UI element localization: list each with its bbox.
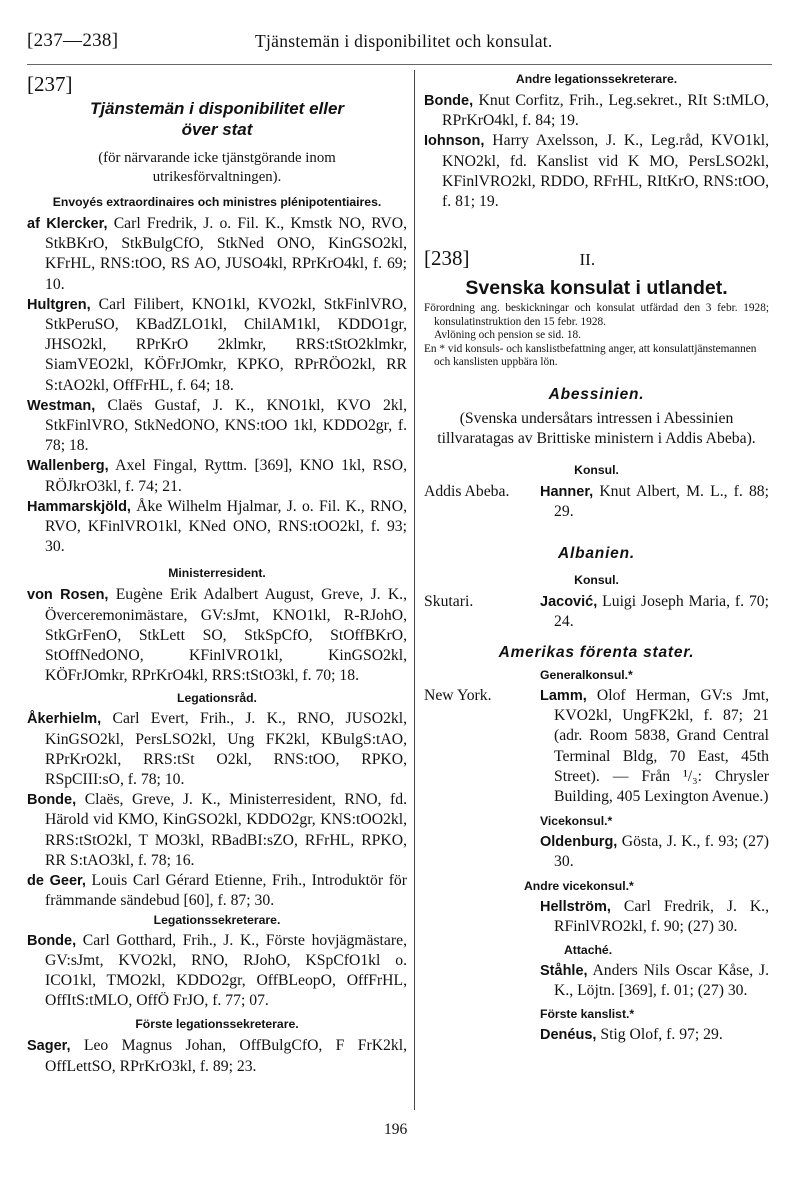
forste-kanslist-heading: Förste kanslist.* bbox=[540, 1007, 635, 1022]
ministerresident-heading: Ministerresident. bbox=[168, 566, 266, 581]
generalkonsul-heading: Generalkonsul.* bbox=[540, 667, 633, 682]
list-item: Oldenburg, Gösta, J. K., f. 93; (27) 30. bbox=[540, 833, 769, 871]
list-item: Sager, Leo Magnus Johan, OffBulgCfO, F FrK2kl, OffLettSO, RPrKrO3kl, f. 89; 23. bbox=[27, 1037, 407, 1075]
section-note: (för närvarande icke tjänstgörande inom utrikesförvaltningen). bbox=[98, 150, 336, 185]
andre-vicekonsul-heading: Andre vicekonsul.* bbox=[524, 878, 634, 893]
list-item: Bonde, Knut Corfitz, Frih., Leg.sekret., RIt S:tMLO, RPrKrO4kl, f. 84; 19. bbox=[424, 92, 769, 130]
header-title: Tjänstemän i disponibilitet och konsulat. bbox=[255, 31, 553, 51]
city-name: Addis Abeba. bbox=[424, 483, 510, 501]
list-item: Ståhle, Anders Nils Oscar Kåse, J. K., Löjtn. [369], f. 01; (27) 30. bbox=[540, 961, 769, 1000]
list-item: af Klercker, Carl Fredrik, J. o. Fil. K., Kmstk NO, RVO, StkBKrO, StkBulgCfO, StkNed ONO, KinGSO2kl, KFrHL, RNS:tOO, RS AO, JUSO4kl, RPrKrO4kl, f. 69; 10. bbox=[27, 215, 407, 293]
country-abessinien: Abessinien. bbox=[548, 385, 645, 403]
list-item: Bonde, Claës, Greve, J. K., Ministerresident, RNO, fd. Härold vid KMO, KinGSO2kl, KDDO2gr, KNS:tOO2kl, RRS:tStO2kl, T MO3kl, RBadBI:sZO, RFrHL, RPKO, RR S:tAO3kl, f. 78; 16. bbox=[27, 791, 407, 869]
section-title-line2: över stat bbox=[181, 120, 253, 139]
list-item: de Geer, Louis Carl Gérard Etienne, Frih., Introduktör för främmande sändebud [60], f. 87; 30. bbox=[27, 872, 407, 910]
andre-legsek-heading: Andre legationssekreterare. bbox=[515, 72, 678, 86]
city-name: Skutari. bbox=[424, 592, 474, 610]
section-238-note-3: En * vid konsuls- och kanslistbefattning anger, att konsulattjänstemannen och kanslisten uppbära lön. bbox=[424, 342, 757, 369]
table-row bbox=[424, 592, 769, 632]
list-item: von Rosen, Eugène Erik Adalbert August, Greve, J. K., Överceremonimästare, GV:sJmt, KNO1kl, R-RJohO, StkGrFenO, StkLett SO, StkSpCfO, StOffBKrO, StOffNedONO, KFinlVRO1kl, KinGSO2kl, KÖFrJOmkr, RPrKrO4kl, RRS:tStO3kl, f. 70; 18. bbox=[27, 586, 407, 685]
section-number-238: [238] bbox=[424, 246, 470, 271]
table-row bbox=[424, 482, 769, 522]
section-number-237: [237] bbox=[27, 72, 73, 96]
list-item: Bonde, Carl Gotthard, Frih., J. K., Förste hovjägmästare, GV:sJmt, KVO2kl, RNO, RJohO, KSpCfO1kl o. ICO1kl, TMO2kl, KDDO2gr, OffBLeopO, OffFrHL, OffItS:tMLO, OffÖ FrJO, f. 77; 07. bbox=[27, 931, 407, 1010]
list-item: Lamm, Olof Herman, GV:s Jmt, KVO2kl, UngFK2kl, f. 87; 21 (adr. Room 5838, Grand Central Terminal Bldg, 70 East, 45th Street). — Från ¹/₃: Chrysler Building, 405 Lexington Avenue.) bbox=[540, 686, 769, 805]
table-row bbox=[424, 686, 769, 807]
section-238-title: Svenska konsulat i utlandet. bbox=[465, 277, 728, 300]
right-column bbox=[424, 70, 769, 1046]
city-name: New York. bbox=[424, 686, 492, 704]
legationsrad-heading: Legationsråd. bbox=[177, 691, 257, 706]
list-item: Hellström, Carl Fredrik, J. K., RFinlVRO2kl, f. 90; (27) 30. bbox=[540, 897, 769, 935]
page-number: 196 bbox=[384, 1121, 408, 1138]
vicekonsul-heading: Vicekonsul.* bbox=[540, 814, 613, 829]
header-range: [237—238] bbox=[27, 30, 119, 51]
envoyes-heading: Envoyés extraordinaires och ministres plénipotentiaires. bbox=[52, 195, 382, 209]
list-item: Hultgren, Carl Filibert, KNO1kl, KVO2kl, StkFinlVRO, StkPeruSO, KBadZLO1kl, ChilAM1kl, KDDO1gr, JHSO2kl, RPrKrO 2klmkr, RRS:tStO2klmkr, SiamVEO2kl, KÖFrJOmkr, KPKO, RPrRÖO2kl, RR S:tAO2kl, OffFrHL, f. 64; 18. bbox=[27, 295, 407, 394]
left-column bbox=[27, 70, 407, 1077]
abessinien-note: (Svenska undersåtars intressen i Abessinien tillvaratagas av Brittiske ministern i Addis Abeba). bbox=[437, 409, 756, 447]
column-divider bbox=[414, 70, 415, 1110]
list-item: Iohnson, Harry Axelsson, J. K., Leg.råd, KVO1kl, KNO2kl, fd. Kanslist vid K MO, PersLSO2kl, KFinlVRO2kl, RDDO, RFrHL, RItKrO, RNS:tOO, f. 81; 19. bbox=[424, 132, 769, 211]
attache-heading: Attaché. bbox=[564, 942, 613, 957]
country-albanien: Albanien. bbox=[558, 544, 635, 562]
legationssekreterare-heading: Legationssekreterare. bbox=[153, 912, 281, 927]
konsul-heading: Konsul. bbox=[574, 572, 619, 587]
header-rule bbox=[27, 64, 772, 65]
konsul-heading: Konsul. bbox=[574, 463, 619, 478]
list-item: Wallenberg, Axel Fingal, Ryttm. [369], KNO 1kl, RSO, RÖJkrO3kl, f. 74; 21. bbox=[27, 457, 407, 495]
section-238-header bbox=[424, 246, 769, 271]
list-item: Westman, Claës Gustaf, J. K., KNO1kl, KVO 2kl, StkFinlVRO, StkNedONO, KNS:tOO 1kl, KDDO2gr, f. 78; 18. bbox=[27, 396, 407, 455]
section-238-note-2: Avlöning och pension se sid. 18. bbox=[434, 329, 581, 342]
section-roman: II. bbox=[579, 250, 596, 270]
list-item: Hammarskjöld, Åke Wilhelm Hjalmar, J. o. Fil. K., RNO, RVO, KFinlVRO1kl, KNed ONO, RNS:tOO2kl, f. 93; 30. bbox=[27, 497, 407, 556]
country-amerika: Amerikas förenta stater. bbox=[498, 643, 695, 661]
section-238-note-1: Förordning ang. beskickningar och konsulat utfärdad den 3 febr. 1928; konsulatinstruktion den 15 febr. 1928. bbox=[424, 302, 769, 328]
list-item: Hanner, Knut Albert, M. L., f. 88; 29. bbox=[540, 483, 769, 521]
list-item: Denéus, Stig Olof, f. 97; 29. bbox=[540, 1026, 723, 1044]
list-item: Åkerhielm, Carl Evert, Frih., J. K., RNO, JUSO2kl, KinGSO2kl, PersLSO2kl, Ung FK2kl, KBulgS:tAO, RPrKrO2kl, RRS:tSt O2kl, RNS:tOO, RPKO, RSpCIII:sO, f. 78; 10. bbox=[27, 710, 407, 789]
forste-legsek-heading: Förste legationssekreterare. bbox=[135, 1017, 299, 1032]
list-item: Jacović, Luigi Joseph Maria, f. 70; 24. bbox=[540, 592, 769, 630]
section-title-line1: Tjänstemän i disponibilitet eller bbox=[89, 99, 345, 118]
